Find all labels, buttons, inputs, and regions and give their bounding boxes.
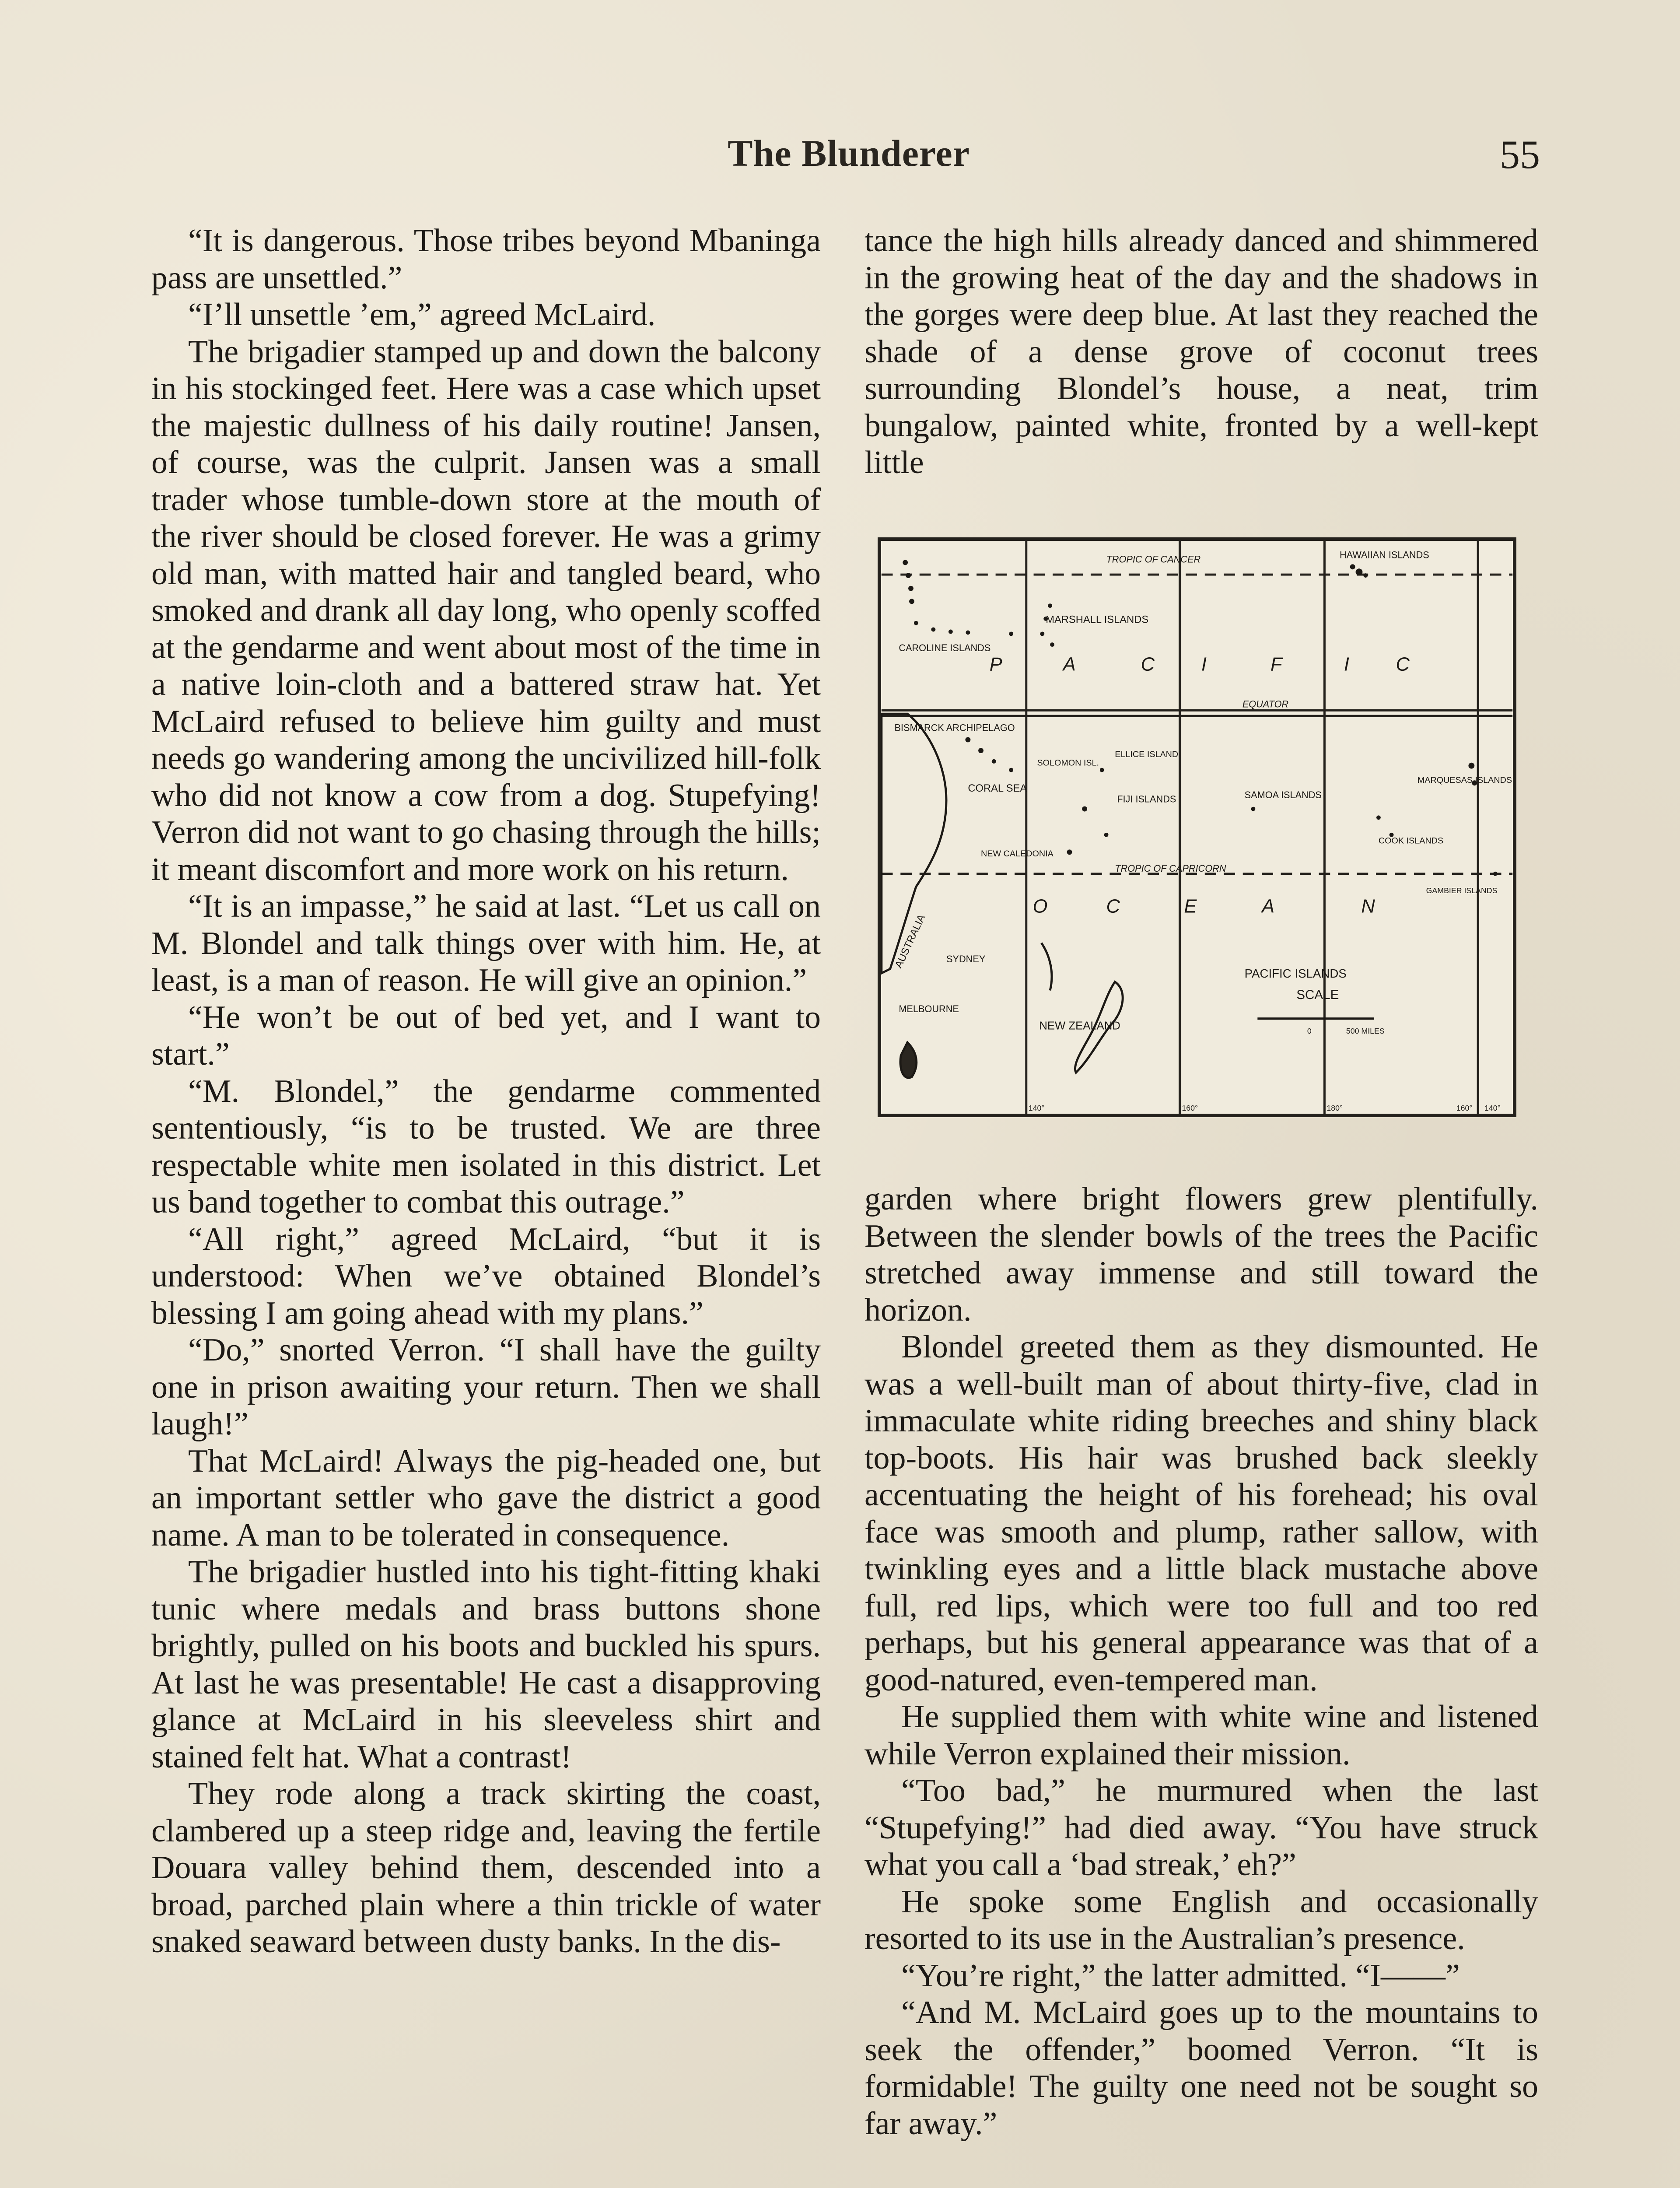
new-zealand-label: NEW ZEALAND [1039, 1020, 1120, 1032]
longitude-label: 160° [1456, 1104, 1473, 1113]
paragraph: “And M. McLaird goes up to the mountains to seek the offender,” boomed Verron. “It is formidable! The guilty one need not be sought so far away.” [864, 1995, 1538, 2142]
scale-miles-label: 500 MILES [1346, 1027, 1385, 1036]
left-column [151, 222, 821, 1960]
paragraph: “It is dangerous. Those tribes beyond Mbaninga pass are unsettled.” [151, 223, 821, 296]
equator-label: EQUATOR [1242, 698, 1289, 710]
ocean-letter: E [1184, 896, 1197, 917]
paragraph: “He won’t be out of bed yet, and I want to start.” [151, 999, 821, 1072]
right-column-bottom [864, 1181, 1538, 2142]
paragraph: “It is an impasse,” he said at last. “Let us call on M. Blondel and talk things over with him. He, at least, is a man of reason. He will give an opinion.” [151, 888, 821, 998]
paragraph: “Do,” snorted Verron. “I shall have the guilty one in prison awaiting your return. Then we shall laugh!” [151, 1332, 821, 1442]
longitude-label: 140° [1484, 1104, 1501, 1113]
paragraph: They rode along a track skirting the coast, clambered up a steep ridge and, leaving the fertile Douara valley behind them, descended into a broad, parched plain where a thin trickle of water snaked seaward between dusty banks. In the dis- [151, 1776, 821, 1960]
paragraph: He spoke some English and occasionally resorted to its use in the Australian’s presence. [864, 1883, 1538, 1957]
running-title: The Blunderer [728, 132, 970, 174]
paragraph: Blondel greeted them as they dismounted. He was a well-built man of about thirty-five, clad in immaculate white riding breeches and shiny black top-boots. His hair was brushed back sleekly accentuating the height of his forehead; his oval face was smooth and plump, rather sallow, with twinkling eyes and a little black mustache above full, red lips, which were too full and too red perhaps, but his general appearance was that of a good-natured, even-tempered man. [864, 1329, 1538, 1698]
caroline-label: CAROLINE ISLANDS [899, 642, 991, 653]
paragraph-continued: tance the high hills already danced and shimmered in the growing heat of the day and the shadows in the gorges were deep blue. At last they reached the shade of a dense grove of coconut trees surrounding Blondel’s house, a neat, trim bungalow, painted white, fronted by a well-kept little [864, 223, 1538, 480]
gambier-label: GAMBIER ISLANDS [1426, 886, 1498, 895]
longitude-label: 180° [1326, 1104, 1343, 1113]
longitude-label: 140° [1028, 1104, 1045, 1113]
longitude-label: 160° [1182, 1104, 1198, 1113]
page-number: 55 [1500, 132, 1540, 177]
sydney-label: SYDNEY [946, 954, 986, 965]
cook-label: COOK ISLANDS [1378, 836, 1444, 846]
pacific-letter: C [1396, 654, 1410, 675]
paragraph: “You’re right,” the latter admitted. “I——” [901, 1957, 1460, 1994]
hawaiian-label: HAWAIIAN ISLANDS [1340, 549, 1429, 561]
ocean-letter: N [1361, 896, 1375, 917]
paragraph-continued: garden where bright flowers grew plentifully. Between the slender bowls of the trees the Pacific stretched away immense and still toward the horizon. [864, 1181, 1538, 1328]
tropic-of-cancer-label: TROPIC OF CANCER [1106, 554, 1201, 565]
new-zealand-north-shape [1041, 943, 1052, 991]
map-drawing [881, 541, 1513, 1114]
ocean-letter: O [1032, 896, 1048, 917]
pacific-letter: I [1344, 654, 1349, 675]
scale-zero-label: 0 [1307, 1027, 1312, 1036]
scale-label: SCALE [1296, 988, 1339, 1003]
pacific-letter: I [1201, 654, 1207, 675]
tropic-of-capricorn-label: TROPIC OF CAPRICORN [1115, 863, 1226, 874]
pacific-islands-map [878, 537, 1516, 1117]
paragraph: The brigadier stamped up and down the balcony in his stockinged feet. Here was a case which upset the majestic dullness of his daily routine! Jansen, of course, was the culprit. Jansen was a small trader whose tumble-down store at the mouth of the river should be closed forever. He was a grimy old man, with matted hair and tangled beard, who smoked and drank all day long, who openly scoffed at the gendarme and went about most of the time in a native loin-cloth and a battered straw hat. Yet McLaird refused to believe him guilty and must needs go wandering among the uncivilized hill-folk who did not know a cow from a dog. Stupefying! Verron did not want to go chasing through the hills; it meant discomfort and more work on his return. [151, 333, 821, 887]
melbourne-label: MELBOURNE [899, 1003, 959, 1014]
pacific-letter: F [1270, 654, 1282, 675]
australia-label: AUSTRALIA [893, 913, 928, 970]
bismarck-label: BISMARCK ARCHIPELAGO [894, 722, 1015, 733]
ocean-letter: C [1106, 896, 1120, 917]
samoa-label: SAMOA ISLANDS [1244, 789, 1322, 800]
fiji-label: FIJI ISLANDS [1117, 793, 1176, 805]
pacific-letter: A [1063, 654, 1076, 675]
ellice-label: ELLICE ISLAND [1115, 749, 1179, 759]
island-dots [903, 560, 1497, 876]
pacific-letter: C [1141, 654, 1155, 675]
pacific-letter: P [989, 654, 1002, 675]
coral-sea-label: CORAL SEA [968, 782, 1027, 794]
right-column-top [864, 222, 1538, 481]
paragraph: “All right,” agreed McLaird, “but it is understood: When we’ve obtained Blondel’s blessing I am going ahead with my plans.” [151, 1221, 821, 1331]
tasmania-shape [900, 1042, 917, 1078]
paragraph: The brigadier hustled into his tight-fitting khaki tunic where medals and brass buttons shone brightly, pulled on his boots and buckled his spurs. At last he was presentable! He cast a disapproving glance at McLaird in his sleeveless shirt and stained felt hat. What a contrast! [151, 1554, 821, 1775]
new-caledonia-label: NEW CALEDONIA [981, 849, 1054, 859]
paragraph: That McLaird! Always the pig-headed one, but an important settler who gave the district a good name. A man to be tolerated in consequence. [151, 1443, 821, 1553]
ocean-letter: A [1262, 896, 1275, 917]
paragraph: “Too bad,” he murmured when the last “Stupefying!” had died away. “You have struck what you call a ‘bad streak,’ eh?” [864, 1773, 1538, 1883]
marquesas-label: MARQUESAS ISLANDS [1417, 775, 1512, 785]
paragraph: He supplied them with white wine and listened while Verron explained their mission. [864, 1699, 1538, 1772]
solomon-label: SOLOMON ISL. [1037, 758, 1099, 768]
paragraph: “I’ll unsettle ’em,” agreed McLaird. [188, 297, 656, 333]
paragraph: “M. Blondel,” the gendarme commented sententiously, “is to be trusted. We are three respectable white men isolated in this district. Let us band together to combat this outrage.” [151, 1073, 821, 1220]
scale-title: PACIFIC ISLANDS [1244, 966, 1347, 980]
marshall-label: MARSHALL ISLANDS [1046, 614, 1149, 626]
